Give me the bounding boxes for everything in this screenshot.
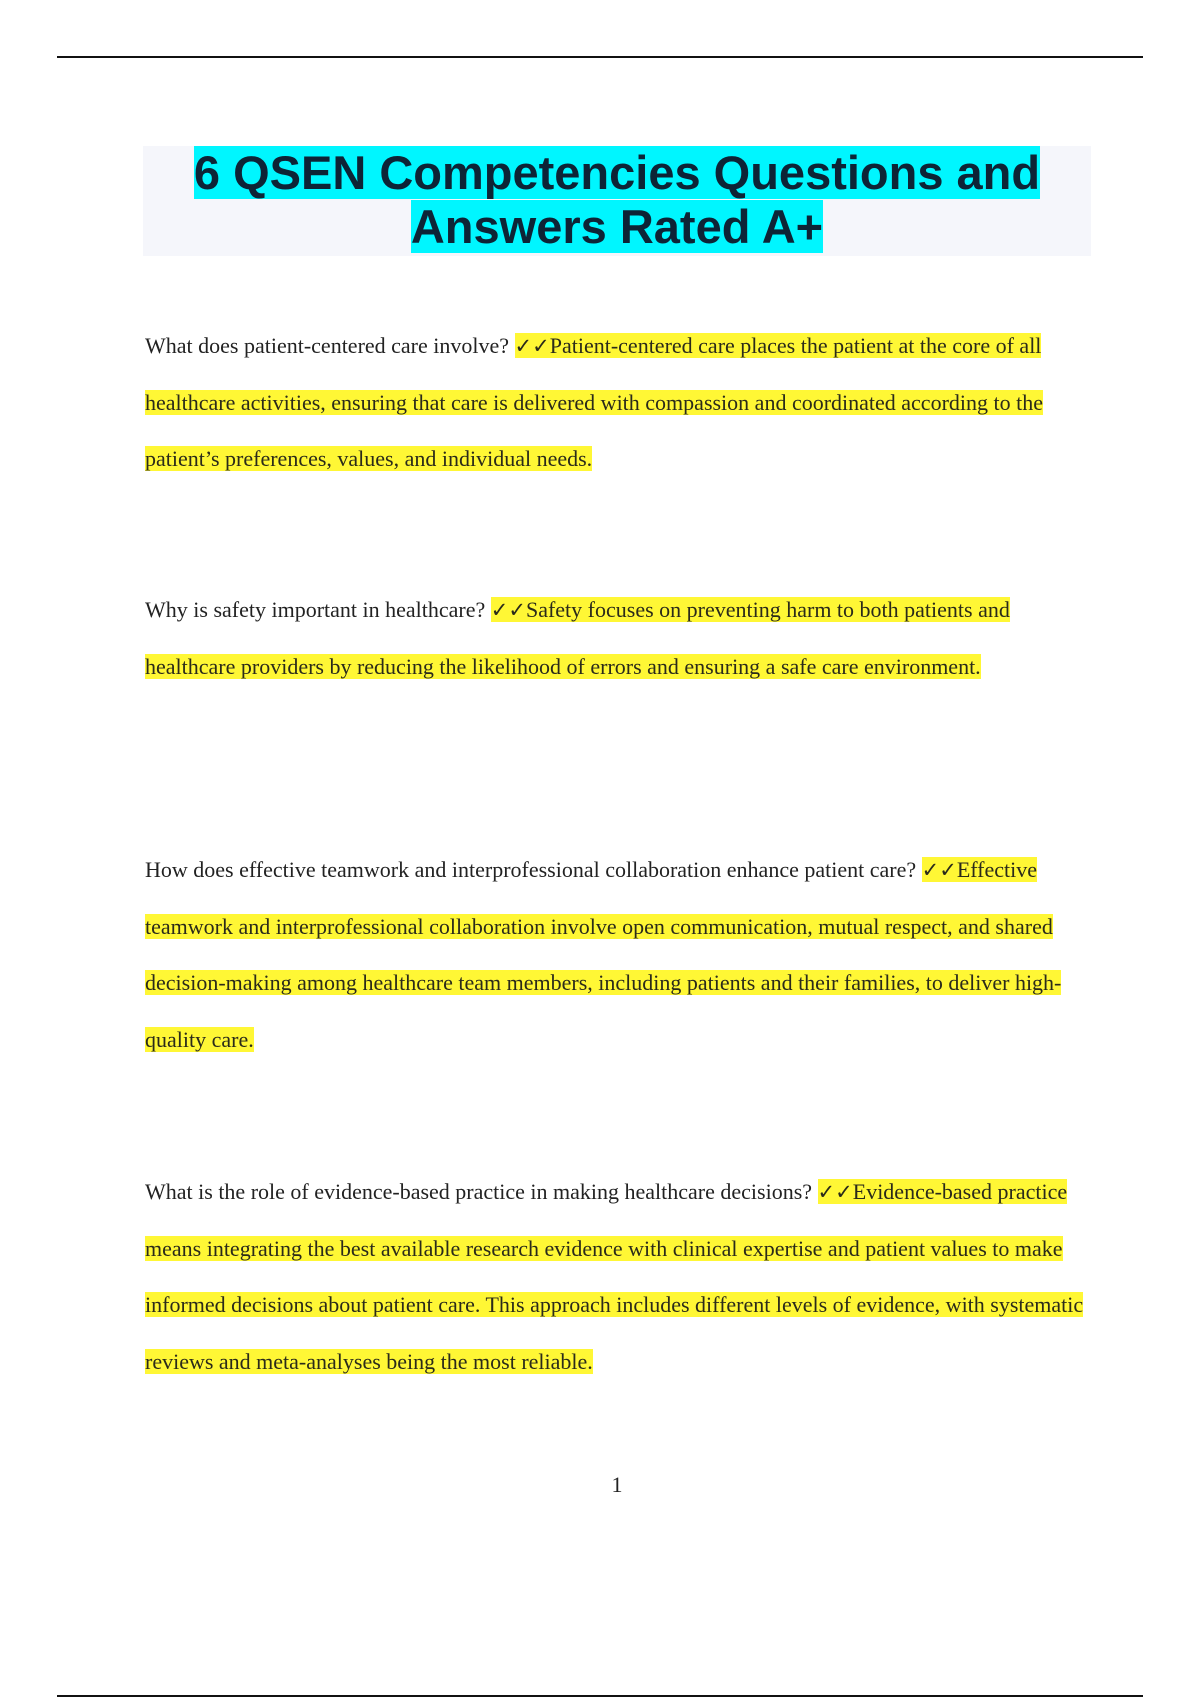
double-check-icon: ✓✓	[514, 334, 550, 358]
bottom-rule	[57, 1695, 1143, 1697]
double-check-icon: ✓✓	[817, 1180, 853, 1204]
title-block	[143, 146, 1091, 256]
page-number: 1	[611, 1472, 623, 1497]
qa-item	[145, 582, 1090, 695]
question-text: Why is safety important in healthcare?	[145, 597, 486, 622]
double-check-icon: ✓✓	[921, 858, 957, 882]
answer-text: Evidence-based practice means integrating the best available research evidence with clinical expertise and patient values to make informed decisions about patient care. This approach includes different levels of evidence, with systematic reviews and meta-analyses being the most reliable.	[145, 1179, 1084, 1374]
top-rule	[57, 56, 1143, 58]
question-text: How does effective teamwork and interprofessional collaboration enhance patient care?	[145, 857, 917, 882]
document-title-text: 6 QSEN Competencies Questions and Answers Rated A+	[193, 146, 1041, 253]
answer-text: Effective teamwork and interprofessional collaboration involve open communication, mutual respect, and shared decision-making among healthcare team members, including patients and their families, to deliver high-quality care.	[145, 857, 1062, 1052]
double-check-icon: ✓✓	[490, 598, 526, 622]
answer-highlight	[145, 857, 1061, 1052]
answer-text: Safety focuses on preventing harm to both patients and healthcare providers by reducing the likelihood of errors and ensuring a safe care environment.	[145, 597, 1010, 679]
question-text: What does patient-centered care involve?	[145, 333, 510, 358]
qa-item	[145, 1164, 1090, 1390]
answer-highlight	[145, 1179, 1083, 1374]
answer-text: Patient-centered care places the patient at the core of all healthcare activities, ensuring that care is delivered with compassion and coordinated according to the patient’s preferences, values, and individual needs.	[145, 333, 1044, 471]
qa-item	[145, 842, 1090, 1068]
question-text: What is the role of evidence-based practice in making healthcare decisions?	[145, 1179, 813, 1204]
qa-item	[145, 318, 1090, 488]
document-title	[143, 146, 1091, 254]
